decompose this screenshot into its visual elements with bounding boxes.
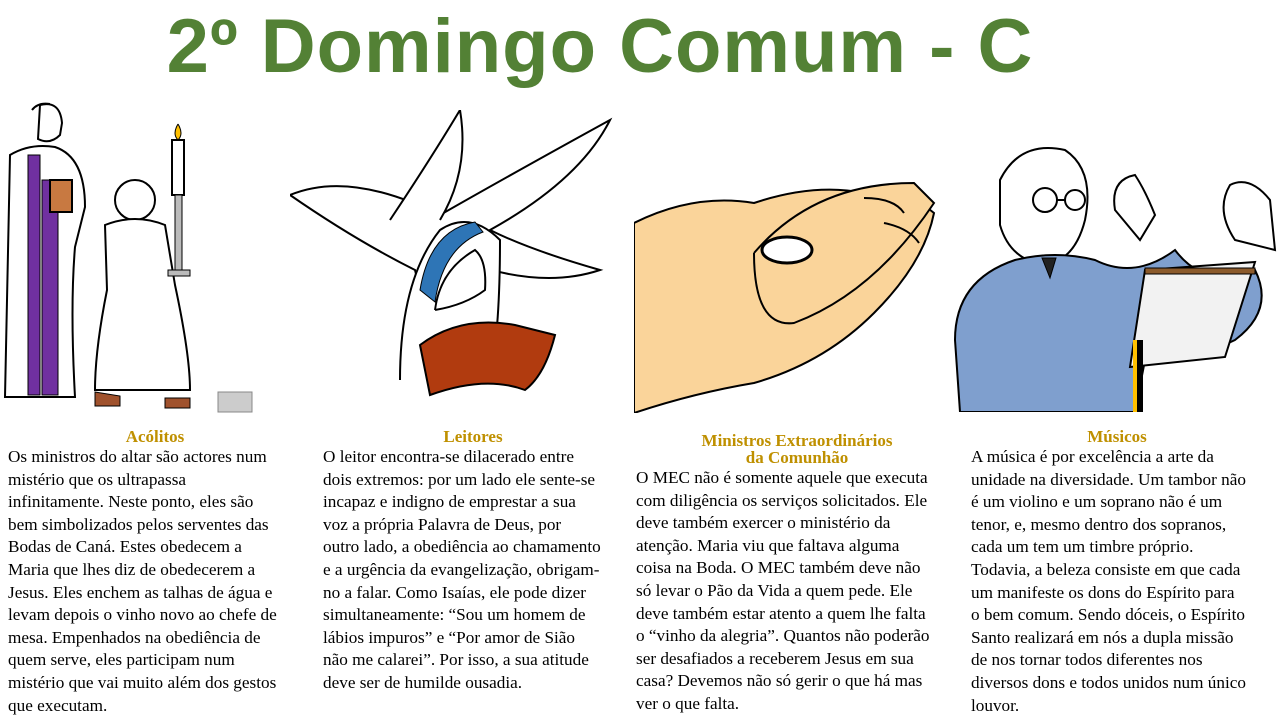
text-line: Todavia, a beleza consiste em que cada <box>971 559 1241 579</box>
text-line: tenor, e, mesmo dentro dos sopranos, <box>971 514 1227 534</box>
text-line: bem simbolizados pelos serventes das <box>8 514 269 534</box>
reader-with-dove-illustration <box>290 110 620 410</box>
text-line: Maria que lhes diz de obedecerem a <box>8 559 256 579</box>
text-line: unidade na diversidade. Um tambor não <box>971 469 1246 489</box>
text-line: Santo realizará em nós a dupla missão <box>971 627 1234 647</box>
text-line: ver o que falta. <box>636 693 740 713</box>
text-line: casa? Devemos não só gerir o que há mas <box>636 671 923 691</box>
text-line: deve ser de humilde ousadia. <box>323 672 523 692</box>
text-line: Jesus. Eles enchem as talhas de água e <box>8 582 273 602</box>
text-line: não me calarei”. Por isso, a sua atitude <box>323 650 589 670</box>
text-line: diversos dons e todos unidos num único <box>971 672 1246 692</box>
text-line: lábios impuros” e “Por amor de Sião <box>323 627 576 647</box>
text-line: com diligência os serviços solicitados. Ele <box>636 490 928 510</box>
text-line: no a falar. Como Isaías, ele pode dizer <box>323 582 586 602</box>
text-line: Bodas de Caná. Estes obedecem a <box>8 537 242 557</box>
text-line: louvor. <box>971 695 1020 715</box>
section-heading-musicos: Músicos <box>1087 427 1147 446</box>
section-text-musicos <box>971 446 1276 717</box>
heading-line: Ministros Extraordinários <box>701 431 893 450</box>
text-line: Os ministros do altar são actores num <box>8 447 267 466</box>
text-line: dois extremos: por um lado ele sente-se <box>323 469 596 489</box>
text-line: outro lado, a obediência ao chamamento <box>323 537 601 557</box>
text-line: infinitamente. Neste ponto, eles são <box>8 492 254 512</box>
text-line: coisa na Boda. O MEC também deve não <box>636 558 921 578</box>
text-line: que executam. <box>8 695 108 715</box>
text-line: A música é por excelência a arte da <box>971 447 1214 466</box>
text-line: o “vinho da alegria”. Quantos não poderão <box>636 626 930 646</box>
text-line: mistério que os ultrapassa <box>8 469 187 489</box>
text-line: mistério que vai muito além dos gestos <box>8 672 277 692</box>
text-line: de nos tornar todos diferentes nos <box>971 650 1203 670</box>
section-text-acolitos <box>8 446 308 717</box>
text-line: O MEC não é somente aquele que executa <box>636 468 928 487</box>
text-line: é um violino e um soprano não é um <box>971 492 1223 512</box>
section-heading-leitores: Leitores <box>443 427 503 446</box>
hands-holding-host-illustration <box>634 163 940 413</box>
text-line: levam depois o vinho novo ao chefe de <box>8 605 277 625</box>
section-text-ministros <box>636 467 956 716</box>
text-line: ser desafiados a receberem Jesus em sua <box>636 648 914 668</box>
page-title: 2º Domingo Comum - C <box>166 4 1034 89</box>
text-line: mesa. Empenhados na obediência de <box>8 627 261 647</box>
heading-line: da Comunhão <box>745 448 849 467</box>
choir-conductor-illustration <box>950 140 1280 412</box>
text-line: só levar o Pão da Vida a quem pede. Ele <box>636 580 913 600</box>
text-line: quem serve, eles participam num <box>8 650 235 670</box>
text-line: deve também exercer o ministério da <box>636 513 891 533</box>
section-heading-ministros <box>642 432 952 466</box>
text-line: o bem comum. Sendo dóceis, o Espírito <box>971 605 1246 625</box>
text-line: voz a própria Palavra de Deus, por <box>323 514 562 534</box>
text-line: simultaneamente: “Sou um homem de <box>323 605 586 625</box>
section-heading-acolitos: Acólitos <box>125 427 185 446</box>
section-text-leitores <box>323 446 628 695</box>
text-line: atenção. Maria viu que faltava alguma <box>636 535 900 555</box>
text-line: um manifeste os dons do Espírito para <box>971 582 1235 602</box>
text-line: e a urgência da evangelização, obrigam- <box>323 559 600 579</box>
text-line: cada um tem um timbre próprio. <box>971 537 1194 557</box>
text-line: incapaz e indigno de emprestar a sua <box>323 492 576 512</box>
text-line: O leitor encontra-se dilacerado entre <box>323 447 574 466</box>
altar-servers-illustration <box>0 100 255 415</box>
text-line: deve também estar atento a quem lhe falta <box>636 603 926 623</box>
